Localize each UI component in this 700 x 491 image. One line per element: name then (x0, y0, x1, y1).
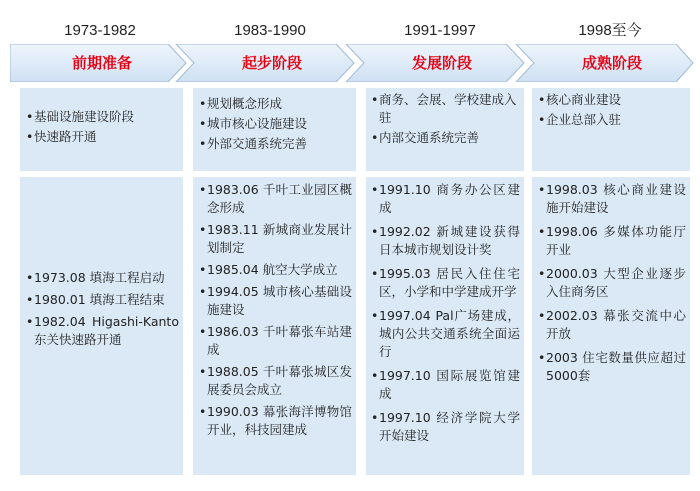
period-1: 1973-1982 (64, 22, 136, 39)
stage-label-3: 发展阶段 (411, 54, 472, 72)
event-item: • 1992.02 新城建设获得日本城市规划设计奖 (371, 223, 520, 259)
summary-box-4 (532, 88, 690, 171)
stage-label-2: 起步阶段 (241, 54, 302, 72)
event-item: • 2002.03 幕张交流中心开放 (538, 307, 686, 343)
events-box-2 (193, 177, 356, 475)
event-item: • 1997.10 经济学院大学开始建设 (371, 409, 520, 445)
event-item: • 1973.08 填海工程启动 (26, 269, 179, 287)
event-item: • 1986.03 千叶幕张车站建成 (199, 323, 352, 359)
summary-box-3 (366, 88, 524, 171)
period-2: 1983-1990 (234, 22, 306, 39)
event-item: • 2000.03 大型企业逐步入住商务区 (538, 265, 686, 301)
event-item: • 1980.01 填海工程结束 (26, 291, 179, 309)
event-item: • 1991.10 商务办公区建成 (371, 181, 520, 217)
event-item: • 1982.04 Higashi-Kanto东关快速路开通 (26, 313, 179, 349)
summary-box-1 (20, 88, 183, 171)
event-item: • 1994.05 城市核心基础设施建设 (199, 283, 352, 319)
event-item: • 1998.06 多媒体功能厅开业 (538, 223, 686, 259)
event-item: • 1995.03 居民入住住宅区，小学和中学建成开学 (371, 265, 520, 301)
event-item: • 2003 住宅数量供应超过5000套 (538, 349, 686, 385)
period-3: 1991-1997 (404, 22, 476, 39)
events-box-1 (20, 177, 183, 475)
summary-item: • 规划概念形成 (199, 95, 352, 113)
stage-label-1: 前期准备 (71, 54, 132, 72)
event-item: • 1988.05 千叶幕张城区发展委员会成立 (199, 363, 352, 399)
summary-item: • 商务、会展、学校建成入驻 (371, 91, 520, 127)
event-item: • 1998.03 核心商业建设施开始建设 (538, 181, 686, 217)
event-item: • 1985.04 航空大学成立 (199, 261, 352, 279)
period-4: 1998至今 (578, 22, 642, 39)
summary-item: • 核心商业建设 (538, 91, 686, 109)
event-item: • 1983.11 新城商业发展计划制定 (199, 221, 352, 257)
summary-box-2 (193, 88, 356, 171)
stage-label-4: 成熟阶段 (581, 54, 642, 72)
summary-item: • 内部交通系统完善 (371, 129, 520, 147)
summary-item: • 城市核心设施建设 (199, 115, 352, 133)
summary-item: • 外部交通系统完善 (199, 135, 352, 153)
summary-item: • 基础设施建设阶段 (26, 108, 179, 126)
event-item: • 1997.04 Pal广场建成，城内公共交通系统全面运行 (371, 307, 520, 361)
summary-item: • 快速路开通 (26, 128, 179, 146)
events-box-3 (366, 177, 524, 475)
events-box-4 (532, 177, 690, 475)
summary-item: • 企业总部入驻 (538, 111, 686, 129)
event-item: • 1997.10 国际展览馆建成 (371, 367, 520, 403)
event-item: • 1990.03 幕张海洋博物馆开业，科技园建成 (199, 403, 352, 439)
event-item: • 1983.06 千叶工业园区概念形成 (199, 181, 352, 217)
